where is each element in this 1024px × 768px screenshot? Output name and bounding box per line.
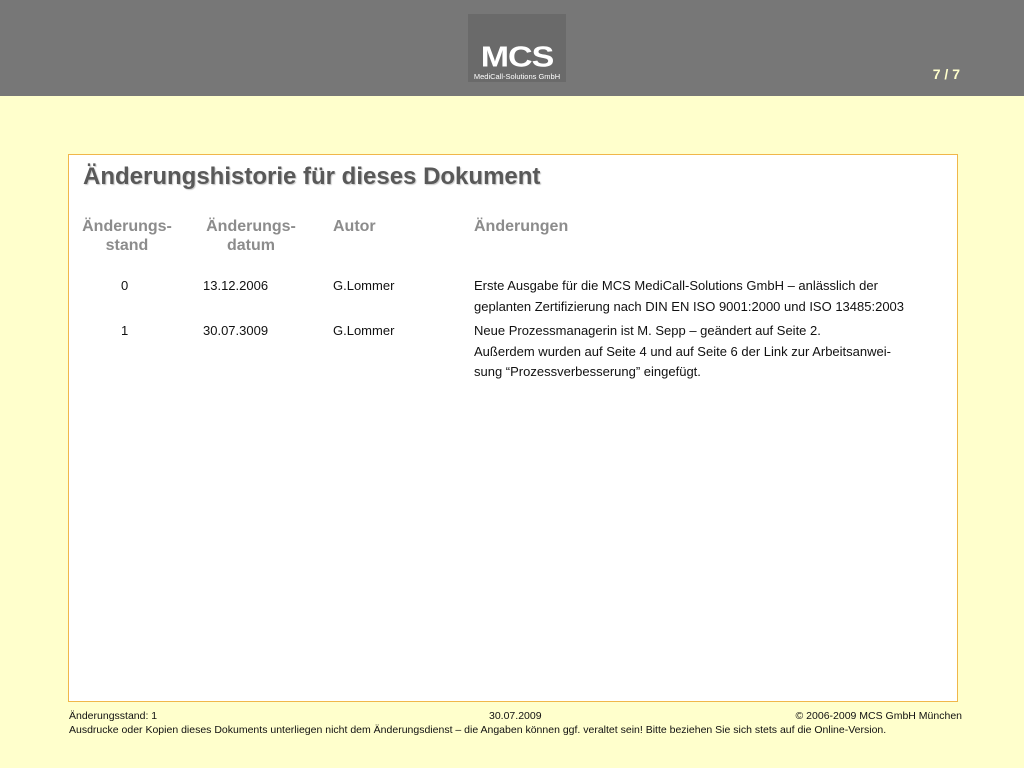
- table-row-0-datum: 13.12.2006: [203, 278, 269, 293]
- column-header-stand-line2: stand: [105, 237, 149, 254]
- logo-subtitle: MediCall-Solutions GmbH: [473, 72, 561, 81]
- column-header-autor: Autor: [333, 218, 376, 235]
- page-title: Änderungshistorie für dieses Dokument: [83, 163, 541, 190]
- footer-notice: Ausdrucke oder Kopien dieses Dokuments unterliegen nicht dem Änderungsdienst – die Angaben können ggf. veraltet sein! Bitte beziehen Sie sich stets auf die Online-Version.: [69, 724, 887, 736]
- mcs-logo: [468, 14, 566, 82]
- column-header-datum: [202, 217, 300, 255]
- page-indicator: 7 / 7: [932, 66, 960, 82]
- content-panel: [68, 154, 958, 702]
- table-row-1-aenderung: [474, 321, 891, 383]
- table-row-0-line-2: geplanten Zertifizierung nach DIN EN ISO 9001:2000 und ISO 13485:2003: [474, 298, 905, 314]
- column-header-stand-line1: Änderungs-: [82, 218, 172, 235]
- column-header-stand: [81, 217, 173, 255]
- logo-mark: MCS: [480, 40, 554, 74]
- table-row-0-autor: G.Lommer: [333, 278, 395, 293]
- footer-stand: Änderungsstand: 1: [69, 710, 158, 722]
- table-row-1-line-1: Neue Prozessmanagerin ist M. Sepp – geändert auf Seite 2.: [474, 323, 821, 338]
- table-row-0-aenderung: [474, 276, 904, 317]
- table-row-0-stand: 0: [121, 278, 129, 293]
- footer-copyright: © 2006-2009 MCS GmbH München: [795, 710, 962, 722]
- footer-top-line: [69, 710, 962, 724]
- column-header-datum-line2: datum: [227, 237, 275, 254]
- column-header-aenderungen: Änderungen: [474, 218, 569, 235]
- column-header-datum-line1: Änderungs-: [206, 218, 296, 235]
- table-row-1-line-2: Außerdem wurden auf Seite 4 und auf Seite 6 der Link zur Arbeitsanwei-: [474, 343, 891, 359]
- table-row-0-line-1: Erste Ausgabe für die MCS MediCall-Solutions GmbH – anlässlich der: [474, 278, 878, 293]
- table-row-1-autor: G.Lommer: [333, 323, 395, 338]
- footer-date: 30.07.2009: [489, 710, 542, 722]
- table-row-1-datum: 30.07.3009: [203, 323, 269, 338]
- table-row-1-line-3: sung “Prozessverbesserung” eingefügt.: [474, 364, 701, 379]
- table-row-1-stand: 1: [121, 323, 129, 338]
- header-bar: [0, 0, 1024, 96]
